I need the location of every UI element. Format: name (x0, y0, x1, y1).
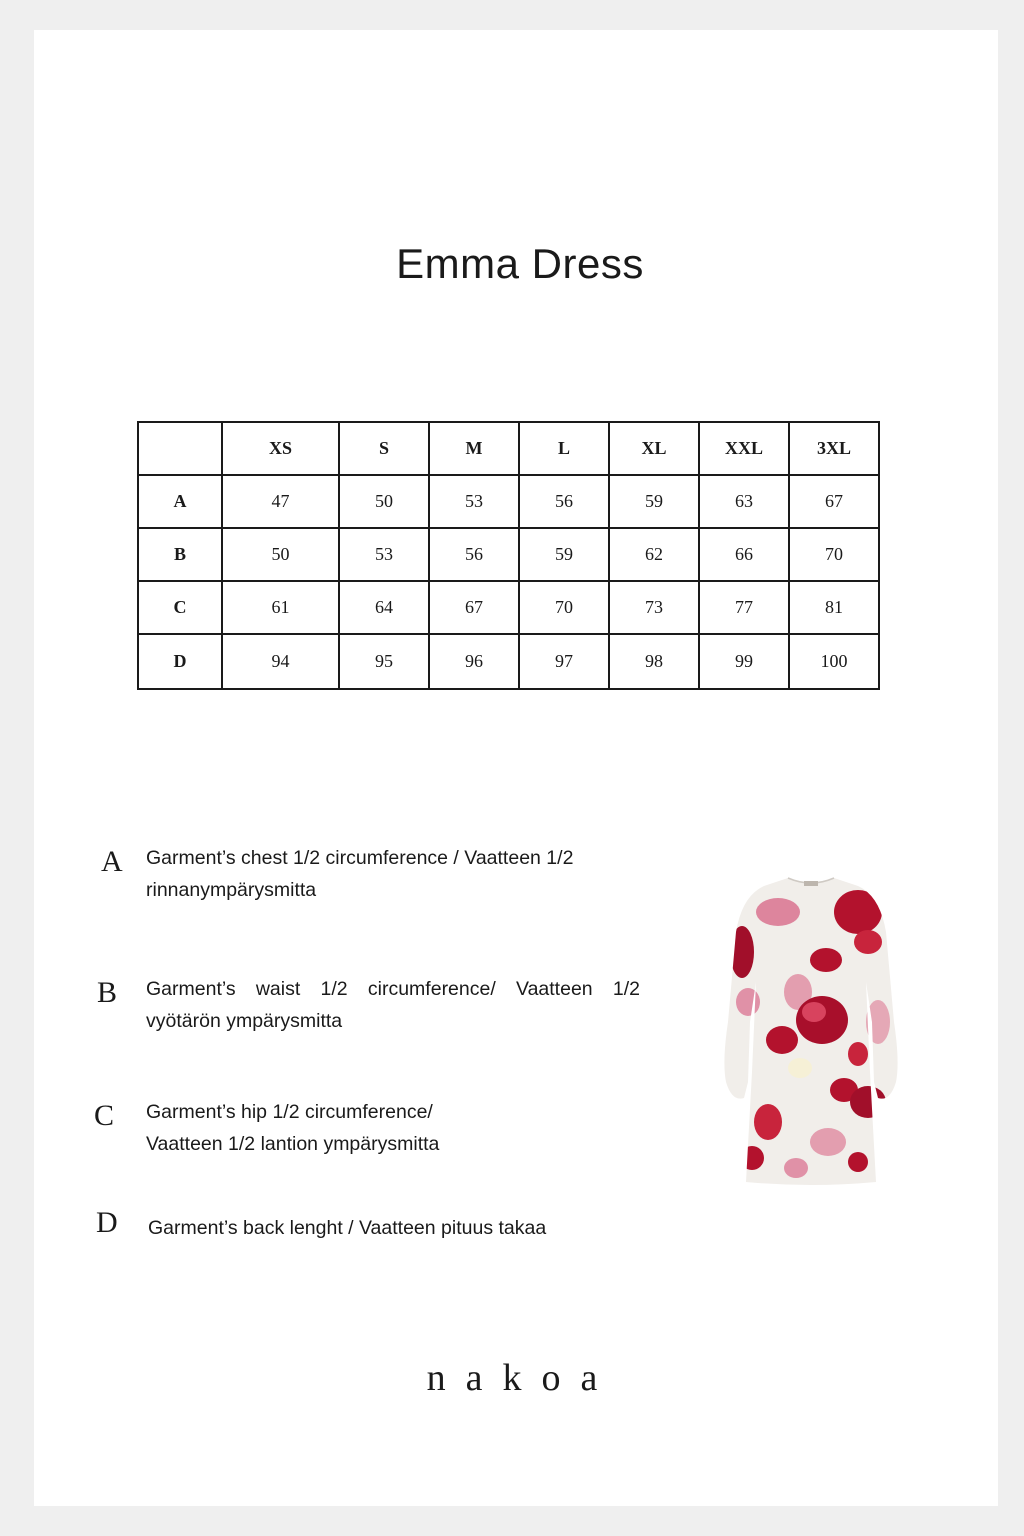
table-cell: 66 (699, 528, 789, 581)
table-cell: 56 (519, 475, 609, 528)
table-cell: 53 (339, 528, 429, 581)
header-cell-xxl: XXL (699, 422, 789, 475)
table-header-row (138, 422, 879, 475)
table-cell: 53 (429, 475, 519, 528)
table-cell: 47 (222, 475, 339, 528)
table-row-c (138, 581, 879, 634)
table-cell: 81 (789, 581, 879, 634)
legend-text-c (146, 1096, 646, 1160)
row-label: B (138, 528, 222, 581)
table-cell: 63 (699, 475, 789, 528)
header-cell-xl: XL (609, 422, 699, 475)
table-cell: 99 (699, 634, 789, 689)
header-cell-s: S (339, 422, 429, 475)
legend-line: Garment’s back lenght / Vaatteen pituus takaa (148, 1217, 547, 1239)
floral-dress-image (718, 872, 904, 1188)
size-table (137, 421, 880, 690)
table-cell: 50 (222, 528, 339, 581)
table-cell: 95 (339, 634, 429, 689)
legend-letter-b: B (97, 976, 118, 1009)
table-cell: 70 (519, 581, 609, 634)
page-title: Emma Dress (396, 240, 644, 287)
header-cell-3xl: 3XL (789, 422, 879, 475)
table-cell: 59 (609, 475, 699, 528)
table-cell: 94 (222, 634, 339, 689)
table-cell: 59 (519, 528, 609, 581)
header-cell-xs: XS (222, 422, 339, 475)
table-cell: 62 (609, 528, 699, 581)
row-label: C (138, 581, 222, 634)
table-row-d (138, 634, 879, 689)
legend-text-b (146, 973, 640, 1037)
table-cell: 97 (519, 634, 609, 689)
legend-text-a (146, 842, 646, 906)
table-cell: 67 (429, 581, 519, 634)
table-cell: 64 (339, 581, 429, 634)
legend-line: Garment’s hip 1/2 circumference/ (146, 1101, 433, 1123)
legend-letter-c: C (94, 1099, 115, 1132)
legend-line: Garment’s chest 1/2 circumference / Vaatteen 1/2 (146, 847, 574, 869)
table-cell: 67 (789, 475, 879, 528)
table-cell: 50 (339, 475, 429, 528)
table-cell: 56 (429, 528, 519, 581)
row-label: D (138, 634, 222, 689)
table-cell: 96 (429, 634, 519, 689)
table-row-b (138, 528, 879, 581)
header-cell-l: L (519, 422, 609, 475)
table-row-a (138, 475, 879, 528)
row-label: A (138, 475, 222, 528)
legend-text-d (148, 1212, 648, 1244)
legend-letter-a: A (101, 845, 123, 878)
table-cell: 100 (789, 634, 879, 689)
table-cell: 98 (609, 634, 699, 689)
table-cell: 70 (789, 528, 879, 581)
legend-line: rinnanympärysmitta (146, 879, 317, 901)
legend-letter-d: D (96, 1206, 118, 1239)
table-cell: 77 (699, 581, 789, 634)
header-cell-m: M (429, 422, 519, 475)
header-cell-empty (138, 422, 222, 475)
legend-line: Garment’s waist 1/2 circumference/ Vaatteen 1/2 (146, 978, 640, 1000)
legend-line: Vaatteen 1/2 lantion ympärysmitta (146, 1133, 440, 1155)
table-cell: 73 (609, 581, 699, 634)
brand-logo: nakoa (426, 1357, 618, 1399)
legend-line: vyötärön ympärysmitta (146, 1010, 343, 1032)
table-cell: 61 (222, 581, 339, 634)
